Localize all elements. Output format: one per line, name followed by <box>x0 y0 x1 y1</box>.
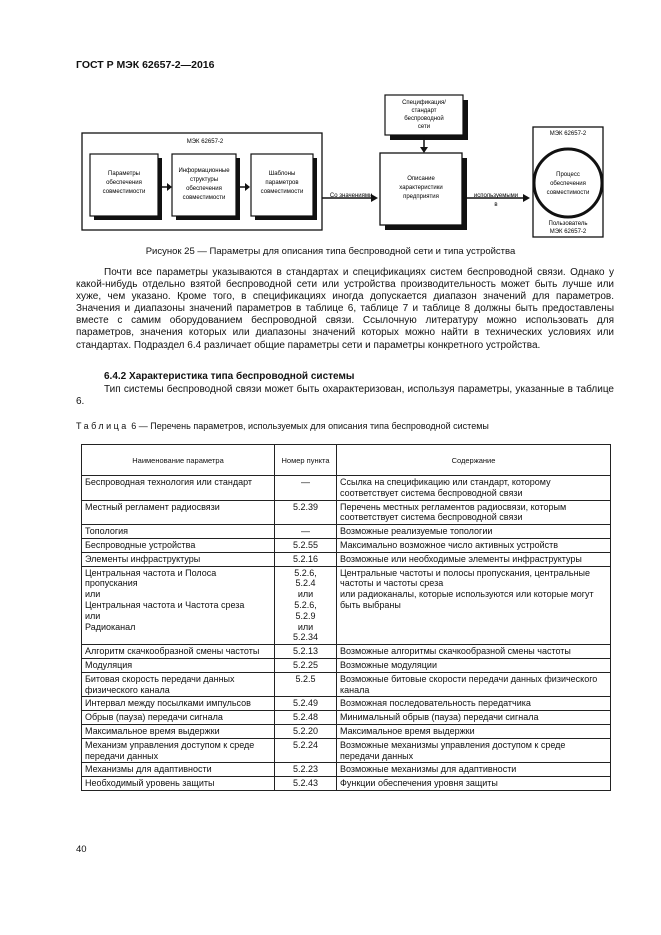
param-name-cell: Механизмы для адаптивности <box>82 763 275 777</box>
param-name-cell: Алгоритм скачкообразной смены частоты <box>82 645 275 659</box>
param-name-cell: Интервал между посылками импульсов <box>82 697 275 711</box>
clause-number-cell: — <box>275 476 337 501</box>
box4-line: предприятия <box>403 194 439 200</box>
box1-line: обеспечения <box>106 180 142 186</box>
iec-frame-label: МЭК 62657-2 <box>186 139 224 145</box>
clause-number-cell: 5.2.20 <box>275 724 337 738</box>
param-name-cell: Необходимый уровень защиты <box>82 777 275 791</box>
content-cell: Возможные механизмы управления доступом к среде передачи данных <box>337 738 611 763</box>
spec-box-line: Спецификация/ <box>402 100 446 106</box>
param-name-cell: Элементы инфраструктуры <box>82 552 275 566</box>
param-name-cell: Топология <box>82 525 275 539</box>
table-title-word: Таблица <box>76 421 129 431</box>
table-row <box>82 658 611 672</box>
arrow-label-values: Со значениями, <box>329 193 375 199</box>
clause-number-cell: 5.2.43 <box>275 777 337 791</box>
clause-number-cell: 5.2.48 <box>275 711 337 725</box>
table-header-row <box>82 445 611 476</box>
spec-box-line: сети <box>417 124 431 130</box>
content-cell: Возможные или необходимые элементы инфраструктуры <box>337 552 611 566</box>
table-row <box>82 763 611 777</box>
box4-line: Описание <box>407 176 435 182</box>
box1-line: совместимости <box>102 189 146 195</box>
spec-box-line: беспроводной <box>404 116 444 122</box>
table-row <box>82 538 611 552</box>
box3-line: Шаблоны <box>268 171 296 177</box>
column-header: Номер пункта <box>275 445 337 476</box>
paragraph-2-text: Тип системы беспроводной связи может быть охарактеризован, используя параметры, указанные в таблице 6. <box>76 384 614 408</box>
table-row <box>82 500 611 525</box>
column-header: Содержание <box>337 445 611 476</box>
content-cell: Возможная последовательность передатчика <box>337 697 611 711</box>
table-row <box>82 724 611 738</box>
param-name-cell: Модуляция <box>82 658 275 672</box>
table-row <box>82 777 611 791</box>
circle-line: Процесс <box>556 172 580 178</box>
box2-line: Информационные <box>178 168 230 174</box>
arrow-label-used: в <box>494 202 498 208</box>
param-name-cell: Беспроводные устройства <box>82 538 275 552</box>
param-name-cell: Механизм управления доступом к среде передачи данных <box>82 738 275 763</box>
box3-line: параметров <box>265 180 299 186</box>
content-cell: Возможные модуляции <box>337 658 611 672</box>
content-cell: Ссылка на спецификацию или стандарт, которому соответствует система беспроводной связи <box>337 476 611 501</box>
circle-line: обеспечения <box>550 181 586 187</box>
paragraph-1-text: Почти все параметры указываются в стандартах и спецификациях систем беспроводной связи. Однако у какой-нибудь отдельно взятой беспроводной сети или устройства производительность может быть лучше или хуже, чем указано. Кроме того, в спецификациях иногда допускается диапазон значений для параметров. Значения и диапазоны значений параметров в таблице 6, таблице 7 и таблице 8 должны быть предоставлены вместе с самим оборудованием беспроводной связи. Ссылочную литературу можно использовать для параметров, значения которых или диапазоны значений которых можно найти в технических условиях или стандартах. Подраздел 6.4 различает общие параметры сети и параметры конкретного устройства. <box>76 267 614 351</box>
param-name-cell: Битовая скорость передачи данных физического канала <box>82 672 275 697</box>
clause-number-cell: — <box>275 525 337 539</box>
param-name-cell: Обрыв (пауза) передачи сигнала <box>82 711 275 725</box>
paragraph-2 <box>76 384 614 408</box>
content-cell: Возможные битовые скорости передачи данных физического канала <box>337 672 611 697</box>
clause-number-cell: 5.2.49 <box>275 697 337 711</box>
content-cell: Возможные механизмы для адаптивности <box>337 763 611 777</box>
table-title <box>76 421 489 431</box>
table-title-rest: 6 — Перечень параметров, используемых для описания типа беспроводной системы <box>128 421 489 431</box>
clause-number-cell: 5.2.39 <box>275 500 337 525</box>
clause-number-cell: 5.2.23 <box>275 763 337 777</box>
content-cell: Функции обеспечения уровня защиты <box>337 777 611 791</box>
content-cell: Максимально возможное число активных устройств <box>337 538 611 552</box>
user-frame-top-label: МЭК 62657-2 <box>549 131 587 137</box>
document-header: ГОСТ Р МЭК 62657-2—2016 <box>76 59 215 71</box>
table-row <box>82 672 611 697</box>
clause-number-cell: 5.2.13 <box>275 645 337 659</box>
box2-line: структуры <box>189 177 219 183</box>
table-row <box>82 711 611 725</box>
clause-number-cell: 5.2.24 <box>275 738 337 763</box>
box2-line: совместимости <box>182 195 226 201</box>
content-cell: Центральные частоты и полосы пропускания, центральные частоты и частоты среза или радиоканалы, которые используются или которые могут быть выбраны <box>337 566 611 645</box>
table-body <box>82 476 611 791</box>
content-cell: Максимальное время выдержки <box>337 724 611 738</box>
table-row <box>82 566 611 645</box>
clause-number-cell: 5.2.25 <box>275 658 337 672</box>
box2-line: обеспечения <box>186 186 222 192</box>
clause-number-cell: 5.2.6, 5.2.4 или 5.2.6, 5.2.9 или 5.2.34 <box>275 566 337 645</box>
parameters-table <box>81 444 611 791</box>
box1-line: Параметры <box>108 171 140 177</box>
table-row <box>82 552 611 566</box>
circle-line: совместимости <box>546 190 590 196</box>
column-header: Наименование параметра <box>82 445 275 476</box>
table-row <box>82 738 611 763</box>
user-frame-bottom-label: МЭК 62657-2 <box>549 229 587 235</box>
clause-number-cell: 5.2.55 <box>275 538 337 552</box>
content-cell: Возможные алгоритмы скачкообразной смены частоты <box>337 645 611 659</box>
figure-25-diagram <box>0 0 661 245</box>
section-title: 6.4.2 Характеристика типа беспроводной системы <box>104 371 355 382</box>
content-cell: Возможные реализуемые топологии <box>337 525 611 539</box>
table-row <box>82 525 611 539</box>
spec-box-line: стандарт <box>411 108 437 114</box>
page-number: 40 <box>76 844 87 855</box>
table-row <box>82 645 611 659</box>
param-name-cell: Максимальное время выдержки <box>82 724 275 738</box>
user-frame-bottom-label: Пользователь <box>548 221 588 227</box>
clause-number-cell: 5.2.16 <box>275 552 337 566</box>
content-cell: Минимальный обрыв (пауза) передачи сигнала <box>337 711 611 725</box>
param-name-cell: Беспроводная технология или стандарт <box>82 476 275 501</box>
table-row <box>82 697 611 711</box>
content-cell: Перечень местных регламентов радиосвязи, которым соответствует система беспроводной связи <box>337 500 611 525</box>
table-row <box>82 476 611 501</box>
figure-caption: Рисунок 25 — Параметры для описания типа беспроводной сети и типа устройства <box>145 246 516 257</box>
arrow-label-used: используемыми <box>473 193 519 199</box>
box4-line: характеристики <box>399 185 443 191</box>
param-name-cell: Центральная частота и Полоса пропускания или Центральная частота и Частота среза или Радиоканал <box>82 566 275 645</box>
box3-line: совместимости <box>260 189 304 195</box>
param-name-cell: Местный регламент радиосвязи <box>82 500 275 525</box>
clause-number-cell: 5.2.5 <box>275 672 337 697</box>
paragraph-1 <box>76 267 614 352</box>
info-structures-box <box>172 154 236 216</box>
